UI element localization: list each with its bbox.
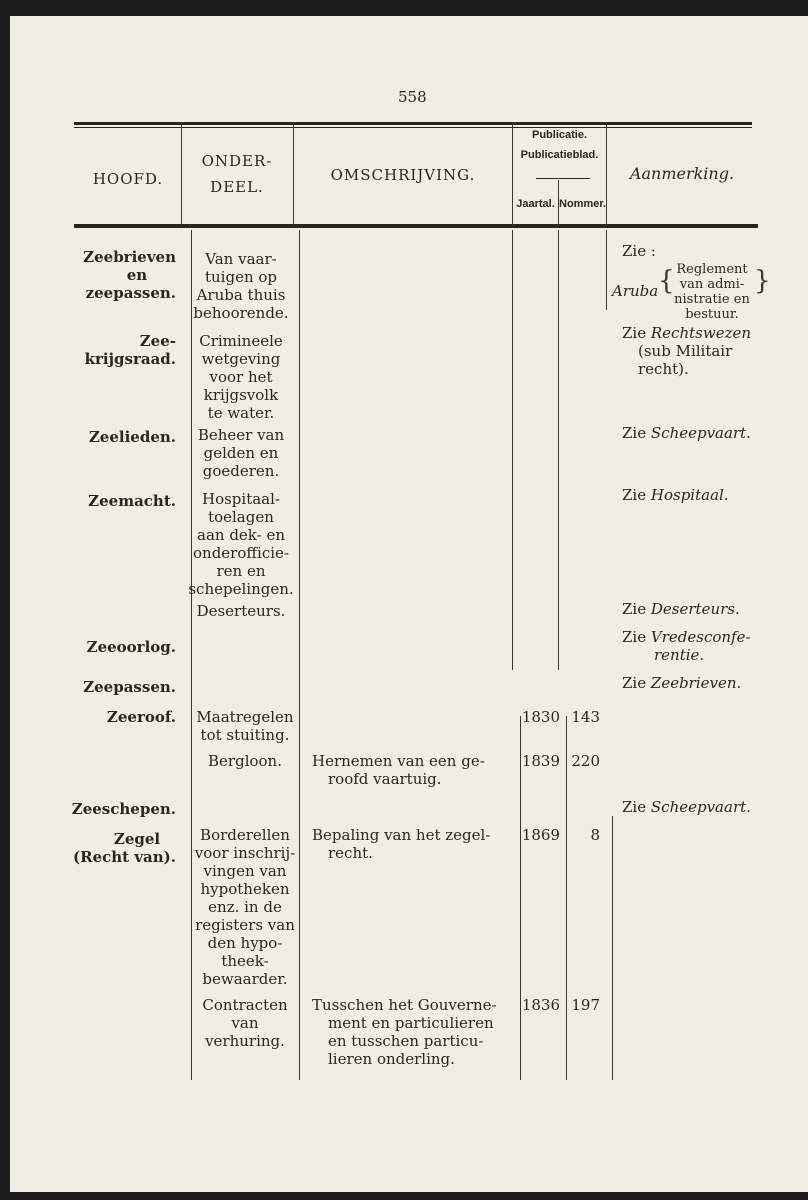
remark-zeebrieven: Zie Zeebrieven. xyxy=(622,674,742,692)
sub-hospitaaltoelagen: Hospitaal- toelagen aan dek- en onderofficie- ren en schepelingen. xyxy=(188,490,294,598)
header-rule-top-thin xyxy=(74,127,752,128)
remark-scheepvaart-2: Zie Scheepvaart. xyxy=(622,798,751,816)
desc-tusschen: Tusschen het Gouverne- ment en particulieren en tusschen particu- lieren onderling. xyxy=(312,996,497,1068)
body-divider-5a xyxy=(606,230,607,310)
body-divider-4b xyxy=(566,716,567,1080)
sub-contracten: Contracten van verhuring. xyxy=(202,996,288,1050)
header-rule-top xyxy=(74,122,752,125)
head-zeelieden: Zeelieden. xyxy=(88,428,176,446)
sub-vaartuigen-aruba: Van vaar- tuigen op Aruba thuis behoorende. xyxy=(193,250,289,322)
desc-hernemen: Hernemen van een ge- roofd vaartuig. xyxy=(312,752,485,788)
header-onderdeel-2: DEEL. xyxy=(210,178,264,196)
sub-crimineele-wetgeving: Crimineele wetgeving voor het krijgsvolk te water. xyxy=(199,332,283,422)
remark-scheepvaart-1: Zie Scheepvaart. xyxy=(622,424,751,442)
header-hoofd: HOOFD. xyxy=(92,170,164,188)
head-zeekrijgsraad: Zee- krijgsraad. xyxy=(84,332,176,368)
nommer-197: 197 xyxy=(571,996,600,1014)
body-divider-5b xyxy=(612,816,613,1080)
page-number: 558 xyxy=(398,88,427,106)
head-zegel: Zegel (Recht van). xyxy=(73,830,176,866)
head-zeepassen: Zeepassen. xyxy=(83,678,176,696)
sub-borderellen: Borderellen voor inschrij- vingen van hypotheken enz. in de registers van den hypo- theek- bewaarder. xyxy=(194,826,296,988)
sub-beheer-gelden: Beheer van gelden en goederen. xyxy=(197,426,285,480)
remark-bracket-left: { xyxy=(658,266,675,296)
remark-deserteurs: Zie Deserteurs. xyxy=(622,600,740,618)
remark-rechtswezen: Zie Rechtswezen (sub Militair recht). xyxy=(622,324,752,378)
jaartal-1830: 1830 xyxy=(521,708,560,726)
head-zeeroof: Zeeroof. xyxy=(106,708,176,726)
remark-reglement: Reglement van admi- nistratie en bestuur. xyxy=(674,262,750,322)
head-zeebrieven: Zeebrieven en zeepassen. xyxy=(83,248,176,302)
jaartal-1839: 1839 xyxy=(521,752,560,770)
sub-bergloon: Bergloon. xyxy=(208,752,282,770)
publicatie-rule xyxy=(536,178,590,179)
head-zeeschepen: Zeeschepen. xyxy=(71,800,176,818)
head-zeeoorlog: Zeeoorlog. xyxy=(86,638,176,656)
remark-vredesconferentie: Zie Vredesconfe- rentie. xyxy=(622,628,751,664)
remark-zie: Zie : xyxy=(622,242,656,260)
book-page xyxy=(10,16,808,1192)
body-divider-4a xyxy=(558,230,559,670)
header-nommer: Nommer. xyxy=(559,198,607,210)
remark-hospitaal: Zie Hospitaal. xyxy=(622,486,729,504)
sub-deserteurs: Deserteurs. xyxy=(196,602,286,620)
nommer-8: 8 xyxy=(590,826,600,844)
header-aanmerking: Aanmerking. xyxy=(629,164,735,183)
hdr-divider-1 xyxy=(181,122,182,226)
head-zeemacht: Zeemacht. xyxy=(88,492,176,510)
body-divider-3b xyxy=(520,716,521,1080)
header-omschrijving: OMSCHRIJVING. xyxy=(330,166,476,184)
remark-bracket-right: } xyxy=(754,266,771,296)
nommer-220: 220 xyxy=(571,752,600,770)
jaartal-1836: 1836 xyxy=(521,996,560,1014)
remark-aruba: Aruba xyxy=(612,282,659,300)
header-publicatie: Publicatie. xyxy=(531,129,588,141)
body-divider-3a xyxy=(512,230,513,670)
jaartal-1869: 1869 xyxy=(521,826,560,844)
sub-maatregelen: Maatregelen tot stuiting. xyxy=(196,708,294,744)
desc-zegelrecht: Bepaling van het zegel- recht. xyxy=(312,826,491,862)
header-onderdeel-1: ONDER- xyxy=(201,152,273,170)
header-publicatieblad: Publicatieblad. xyxy=(520,149,599,161)
header-rule-bottom xyxy=(74,224,758,228)
nommer-143: 143 xyxy=(571,708,600,726)
header-jaartal: Jaartal. xyxy=(516,198,555,210)
